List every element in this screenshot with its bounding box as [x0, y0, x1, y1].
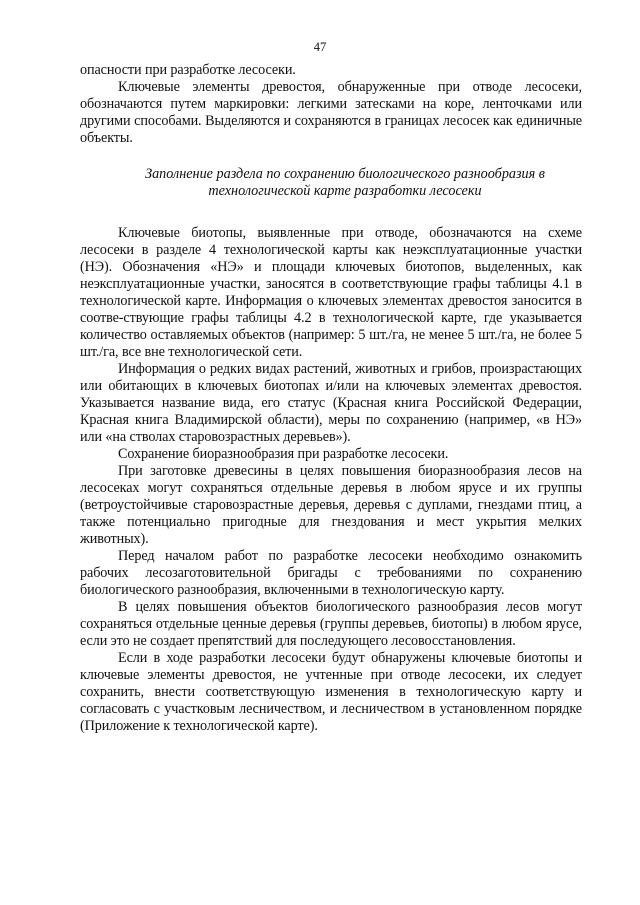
section-heading: [80, 166, 582, 200]
paragraph-rare-species: Информация о редких видах растений, животных и грибов, произрастающих или обитающих в ключевых биотопах и/или на ключевых элементах древостоя. Указывается название вида, его статус (Красная книга Российской Федерации, Красная книга Владимирской области), меры по сохранению (например, «в НЭ» или «на стволах старовозрастных деревьев»).: [80, 361, 582, 445]
paragraph-key-elements-marking: Ключевые элементы древостоя, обнаруженные при отводе лесосеки, обозначаются путем маркировки: легкими затесками на коре, ленточками или другими способами. Выделяются и сохраняются в границах лесосек как единичные объекты.: [80, 79, 582, 146]
paragraph-continuation: опасности при разработке лесосеки.: [80, 62, 296, 78]
paragraph-valuable-trees: В целях повышения объектов биологического разнообразия лесов могут сохраняться отдельные ценные деревья (группы деревьев, биотопы) в любом ярусе, если это не создает препятствий для последующего лесовосстановления.: [80, 599, 582, 649]
page-number: 47: [313, 40, 327, 54]
paragraph-crew-briefing: Перед началом работ по разработке лесосеки необходимо ознакомить рабочих лесозаготовительной бригады с требованиями по сохранению биологического разнообразия, включенными в технологическую карту.: [80, 548, 582, 598]
page-content: [80, 62, 582, 735]
paragraph-newly-found-biotopes: Если в ходе разработки лесосеки будут обнаружены ключевые биотопы и ключевые элементы древостоя, не учтенные при отводе лесосеки, их следует сохранить, внести соответствующую изменения в технологическую карту и согласовать с участковым лесничеством, и лесничеством в установленном порядке (Приложение к технологической карте).: [80, 650, 582, 734]
paragraph-biodiversity-preservation: Сохранение биоразнообразия при разработке лесосеки.: [118, 446, 449, 462]
paragraph-timber-harvesting: При заготовке древесины в целях повышения биоразнообразия лесов на лесосеках могут сохраняться отдельные деревья в любом ярусе и их группы (ветроустойчивые старовозрастные деревья, деревья с дуплами, гнездами птиц, а также потенциально пригодные для гнездования и мест укрытия мелких животных).: [80, 463, 582, 547]
section-heading-line-2: технологической карте разработки лесосеки: [208, 183, 482, 199]
section-heading-line-1: Заполнение раздела по сохранению биологического разнообразия в: [145, 166, 545, 182]
paragraph-key-biotopes: Ключевые биотопы, выявленные при отводе, обозначаются на схеме лесосеки в разделе 4 технологической карты как неэксплуатационные участки (НЭ). Обозначения «НЭ» и площади ключевых биотопов, выделенных, как неэксплуатационные участки, заносятся в соответствующие графы таблицы 4.1 в технологической карте. Информация о ключевых элементах древостоя заносится в соотве-ствующие графы таблицы 4.2 в технологической карте, где указывается количество оставляемых объектов (например: 5 шт./га, не менее 5 шт./га, не более 5 шт./га, все вне технологической сети.: [80, 225, 582, 360]
